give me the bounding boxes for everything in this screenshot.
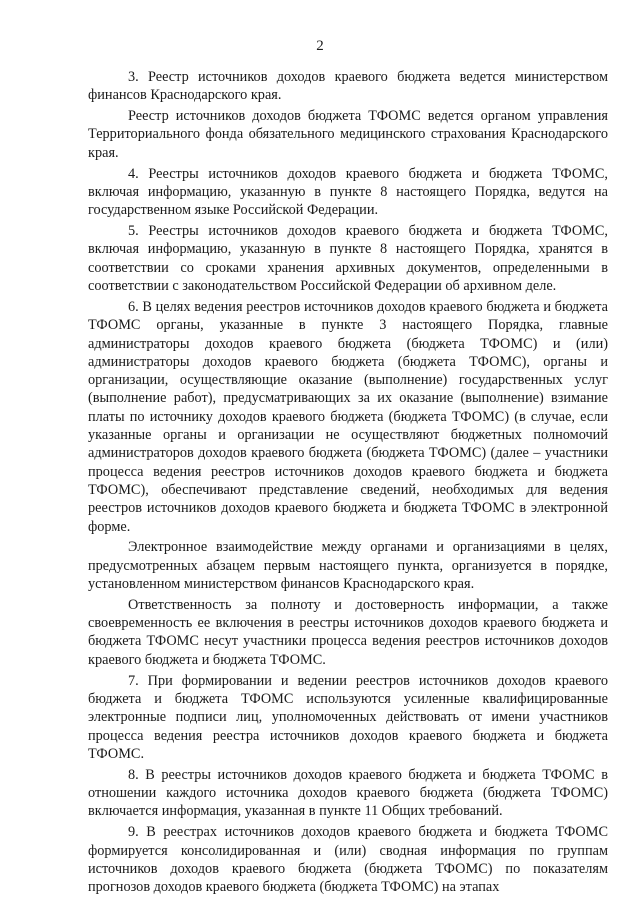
paragraph-item-6: 6. В целях ведения реестров источников доходов краевого бюджета и бюджета ТФОМС органы, указанные в пункте 3 настоящего Порядка, главные администраторы доходов краевого бюджета (бюджета ТФОМС) и (или) администраторы доходов краевого бюджета (бюджета ТФОМС), органы и организации, осуществляющие оказание (выполнение) государственных услуг (выполнение работ), предусматривающих за их оказание (выполнение) взимание платы по источнику доходов краевого бюджета (бюджета ТФОМС) (в случае, если указанные органы и организации не осуществляют бюджетных полномочий администраторов доходов краевого бюджета (бюджета ТФОМС) (далее – участники процесса ведения реестров источников доходов краевого бюджета и бюджета ТФОМС), обеспечивают представление сведений, необходимых для ведения реестров источников доходов краевого бюджета и бюджета ТФОМС в электронной форме. [88, 298, 608, 535]
paragraph-item-9: 9. В реестрах источников доходов краевого бюджета и бюджета ТФОМС формируется консолидированная и (или) сводная информация по группам источников доходов краевого бюджета (бюджета ТФОМС) по показателям прогнозов доходов краевого бюджета (бюджета ТФОМС) на этапах [88, 824, 608, 896]
document-body [88, 68, 608, 899]
paragraph-item-8: 8. В реестры источников доходов краевого бюджета и бюджета ТФОМС в отношении каждого источника доходов краевого бюджета (бюджета ТФОМС) включается информация, указанная в пункте 11 Общих требований. [88, 766, 608, 820]
paragraph-item-5: 5. Реестры источников доходов краевого бюджета и бюджета ТФОМС, включая информацию, указанную в пункте 8 настоящего Порядка, хранятся в соответствии со сроками хранения архивных документов, определенными в соответствии с законодательством Российской Федерации об архивном деле. [88, 223, 608, 295]
paragraph-item-3: 3. Реестр источников доходов краевого бюджета ведется министерством финансов Краснодарского края. [88, 69, 608, 104]
paragraph-tfoms-register: Реестр источников доходов бюджета ТФОМС ведется органом управления Территориального фонда обязательного медицинского страхования Краснодарского края. [88, 108, 608, 161]
paragraph-item-7: 7. При формировании и ведении реестров источников доходов краевого бюджета и бюджета ТФОМС используются усиленные квалифицированные электронные подписи лиц, уполномоченных действовать от имени участников процесса ведения реестра источников доходов краевого бюджета и бюджета ТФОМС. [88, 672, 608, 762]
paragraph-item-4: 4. Реестры источников доходов краевого бюджета и бюджета ТФОМС, включая информацию, указанную в пункте 8 настоящего Порядка, ведутся на государственном языке Российской Федерации. [88, 165, 608, 219]
page-number: 2 [316, 38, 324, 54]
paragraph-responsibility: Ответственность за полноту и достоверность информации, а также своевременность ее включения в реестры источников доходов краевого бюджета и бюджета ТФОМС несут участники процесса ведения реестров источников доходов краевого бюджета и бюджета ТФОМС. [88, 596, 608, 668]
paragraph-electronic-interaction: Электронное взаимодействие между органами и организациями в целях, предусмотренных абзацем первым настоящего пункта, организуется в порядке, установленном министерством финансов Краснодарского края. [88, 539, 608, 592]
